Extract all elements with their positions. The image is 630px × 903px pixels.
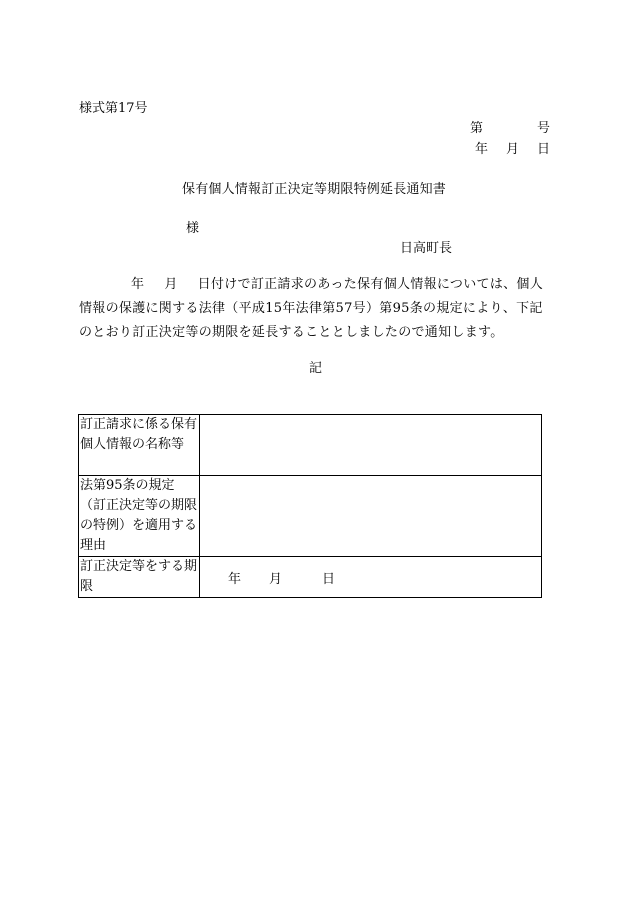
reason-value bbox=[200, 476, 542, 557]
document-number-prefix: 第 bbox=[469, 121, 483, 136]
document-number bbox=[470, 117, 550, 136]
info-name-label: 訂正請求に係る保有個人情報の名称等 bbox=[79, 415, 200, 476]
deadline-day: 日 bbox=[322, 572, 336, 587]
detail-table bbox=[78, 414, 542, 598]
table-row bbox=[79, 415, 542, 476]
deadline-year: 年 bbox=[228, 572, 242, 587]
form-number: 様式第17号 bbox=[79, 101, 148, 116]
deadline-value bbox=[200, 557, 542, 598]
reason-label: 法第95条の規定（訂正決定等の期限の特例）を適用する理由 bbox=[79, 476, 200, 557]
body-month: 月 bbox=[164, 277, 178, 292]
document-number-suffix: 号 bbox=[536, 121, 550, 136]
date-year: 年 bbox=[474, 142, 488, 157]
ki-heading: 記 bbox=[309, 361, 323, 376]
table-row bbox=[79, 557, 542, 598]
body-text: 日付けで訂正請求のあった保有個人情報については、個人情報の保護に関する法律（平成15年法律第57号）第95条の規定により、下記のとおり訂正決定等の期限を延長することとしましたので通知します。 bbox=[79, 277, 544, 340]
notice-body bbox=[79, 273, 553, 345]
addressee: 様 bbox=[186, 221, 200, 236]
document-date bbox=[475, 138, 550, 157]
info-name-value bbox=[200, 415, 542, 476]
body-year: 年 bbox=[131, 277, 145, 292]
table-row bbox=[79, 476, 542, 557]
deadline-month: 月 bbox=[269, 572, 283, 587]
date-month: 月 bbox=[505, 142, 519, 157]
issuer: 日高町長 bbox=[400, 241, 453, 256]
deadline-label: 訂正決定等をする期限 bbox=[79, 557, 200, 598]
date-day: 日 bbox=[536, 142, 550, 157]
document-title: 保有個人情報訂正決定等期限特例延長通知書 bbox=[182, 182, 447, 197]
